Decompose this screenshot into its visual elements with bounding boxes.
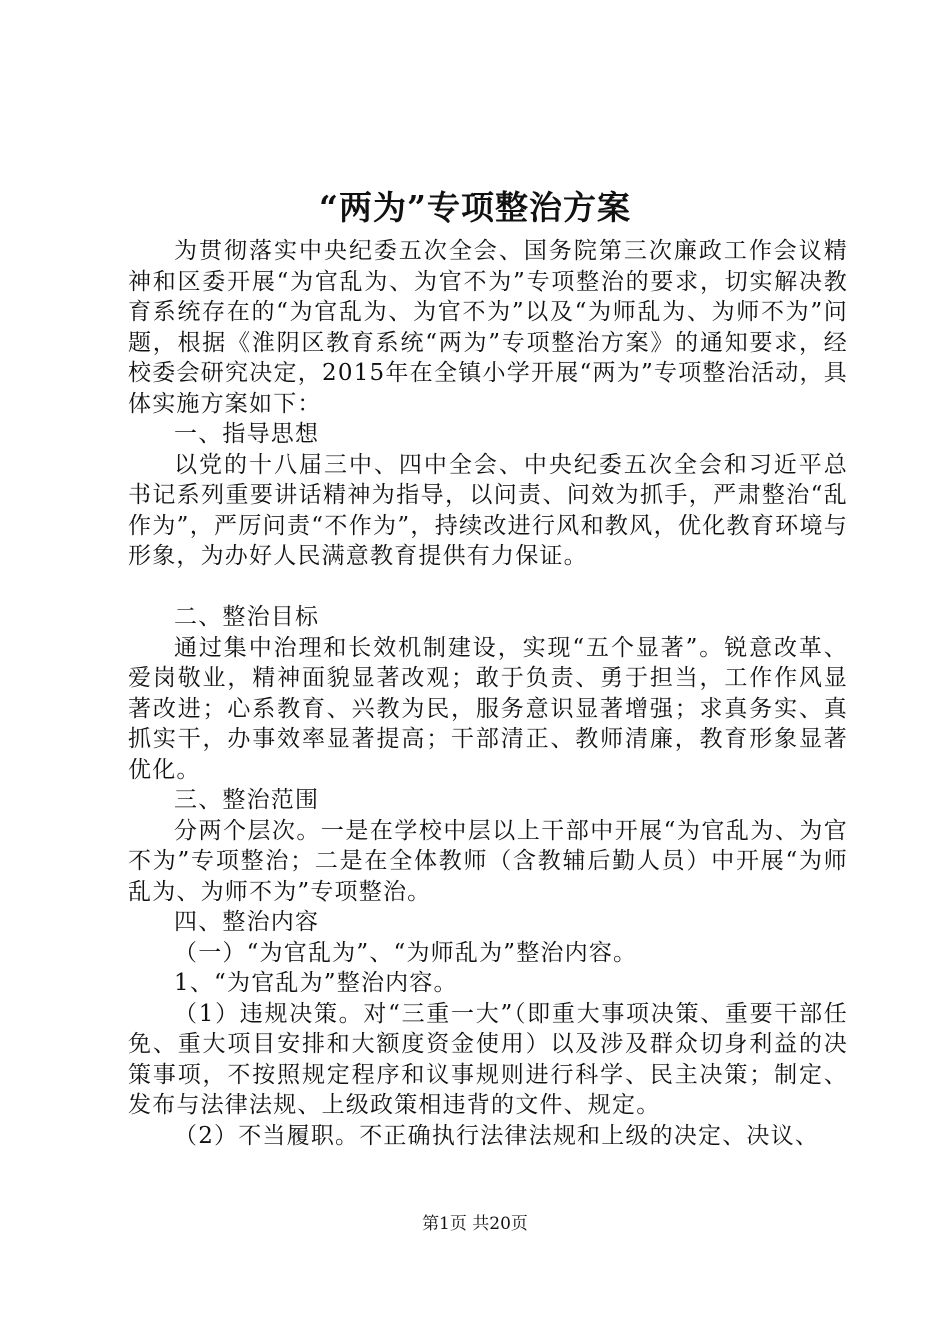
heading-content: 四、整治内容 (174, 909, 320, 935)
paragraph-guiding-ideology: 以党的十八届三中、四中全会、中央纪委五次全会和习近平总书记系列重要讲话精神为指导，以问责、问效为抓手，严肃整治“乱作为”，严厉问责“不作为”，持续改进行风和教风，优化教育环境与形象，为办好人民满意教育提供有力保证。 (128, 451, 848, 569)
page-number: 第1页 共20页 (422, 1214, 528, 1234)
paragraph-item-1: （1）违规决策。对“三重一大”（即重大事项决策、重要干部任免、重大项目安排和大额度资金使用）以及涉及群众切身利益的决策事项，不按照规定程序和议事规则进行科学、民主决策；制定、发布与法律法规、上级政策相违背的文件、规定。 (128, 1000, 848, 1118)
paragraph-item-2: （2）不当履职。不正确执行法律法规和上级的决定、决议、 (174, 1122, 820, 1149)
document-title: “两为”专项整治方案 (319, 188, 631, 227)
paragraph-goals: 通过集中治理和长效机制建设，实现“五个显著”。锐意改革、爱岗敬业，精神面貌显著改观；敢于负责、勇于担当，工作作风显著改进；心系教育、兴教为民，服务意识显著增强；求真务实、真抓实干，办事效率显著提高；干部清正、教师清廉，教育形象显著优化。 (128, 634, 848, 783)
paragraph-intro: 为贯彻落实中央纪委五次全会、国务院第三次廉政工作会议精神和区委开展“为官乱为、为官不为”专项整治的要求，切实解决教育系统存在的“为官乱为、为官不为”以及“为师乱为、为师不为”问题，根据《淮阴区教育系统“两为”专项整治方案》的通知要求，经校委会研究决定，2015年在全镇小学开展“两为”专项整治活动，具体实施方案如下： (128, 238, 848, 417)
paragraph-scope: 分两个层次。一是在学校中层以上干部中开展“为官乱为、为官不为”专项整治；二是在全体教师（含教辅后勤人员）中开展“为师乱为、为师不为”专项整治。 (128, 817, 848, 905)
heading-guiding-ideology: 一、指导思想 (174, 421, 320, 447)
subheading-content-1-1: 1、“为官乱为”整治内容。 (174, 970, 458, 996)
subheading-content-1: （一）“为官乱为”、“为师乱为”整治内容。 (174, 939, 638, 966)
document-body (128, 236, 848, 1151)
heading-goals: 二、整治目标 (174, 604, 320, 630)
heading-scope: 三、整治范围 (174, 787, 320, 813)
